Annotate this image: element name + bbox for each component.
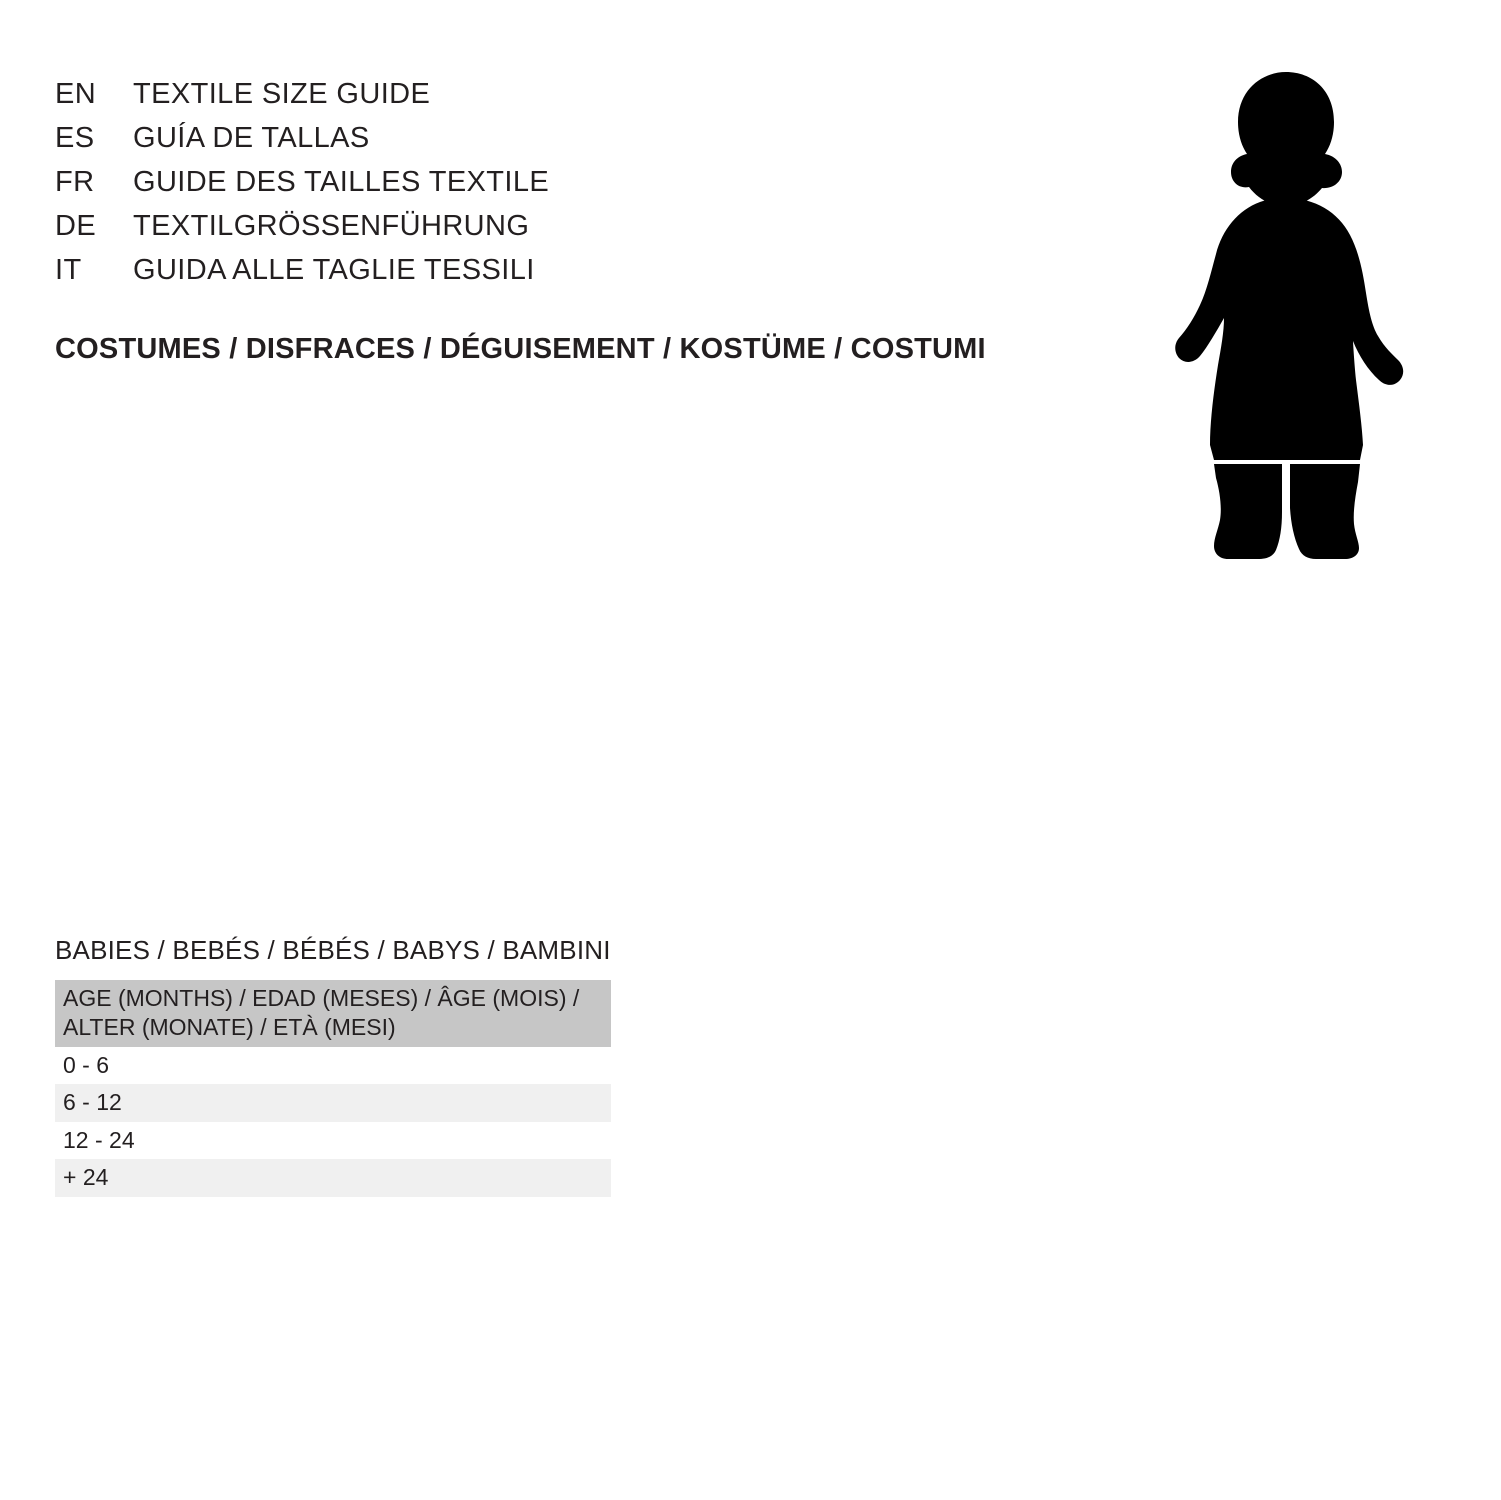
column-header-age: AGE (MONTHS) / EDAD (MESES) / ÂGE (MOIS) / ALTER (MONATE) / ETÀ (MESI) <box>55 980 611 1047</box>
language-text-en: TEXTILE SIZE GUIDE <box>133 78 431 110</box>
language-code-fr: FR <box>55 166 95 198</box>
language-row-fr <box>55 166 1055 210</box>
babies-section-title: BABIES / BEBÉS / BÉBÉS / BABYS / BAMBINI <box>55 935 611 965</box>
language-list <box>55 78 1055 298</box>
baby-silhouette-icon <box>1110 60 1440 560</box>
language-row-it <box>55 254 1055 298</box>
language-code-de: DE <box>55 210 97 242</box>
table-row <box>55 1047 611 1084</box>
language-code-es: ES <box>55 122 95 154</box>
language-row-en <box>55 78 1055 122</box>
age-range-value: + 24 <box>55 1159 611 1196</box>
category-line: COSTUMES / DISFRACES / DÉGUISEMENT / KOSTÜME / COSTUMI <box>55 333 986 365</box>
age-range-value: 12 - 24 <box>55 1122 611 1159</box>
table-row <box>55 1159 611 1196</box>
language-row-de <box>55 210 1055 254</box>
age-range-value: 6 - 12 <box>55 1084 611 1121</box>
language-row-es <box>55 122 1055 166</box>
babies-size-section <box>55 935 615 1197</box>
age-range-value: 0 - 6 <box>55 1047 611 1084</box>
language-text-es: GUÍA DE TALLAS <box>133 122 370 154</box>
table-row <box>55 1084 611 1121</box>
babies-size-table <box>55 980 611 1197</box>
table-header-row <box>55 980 611 1047</box>
language-text-fr: GUIDE DES TAILLES TEXTILE <box>133 166 550 198</box>
language-code-en: EN <box>55 78 97 110</box>
language-text-de: TEXTILGRÖSSENFÜHRUNG <box>133 210 530 242</box>
language-code-it: IT <box>55 254 82 286</box>
table-row <box>55 1122 611 1159</box>
language-text-it: GUIDA ALLE TAGLIE TESSILI <box>133 254 535 286</box>
